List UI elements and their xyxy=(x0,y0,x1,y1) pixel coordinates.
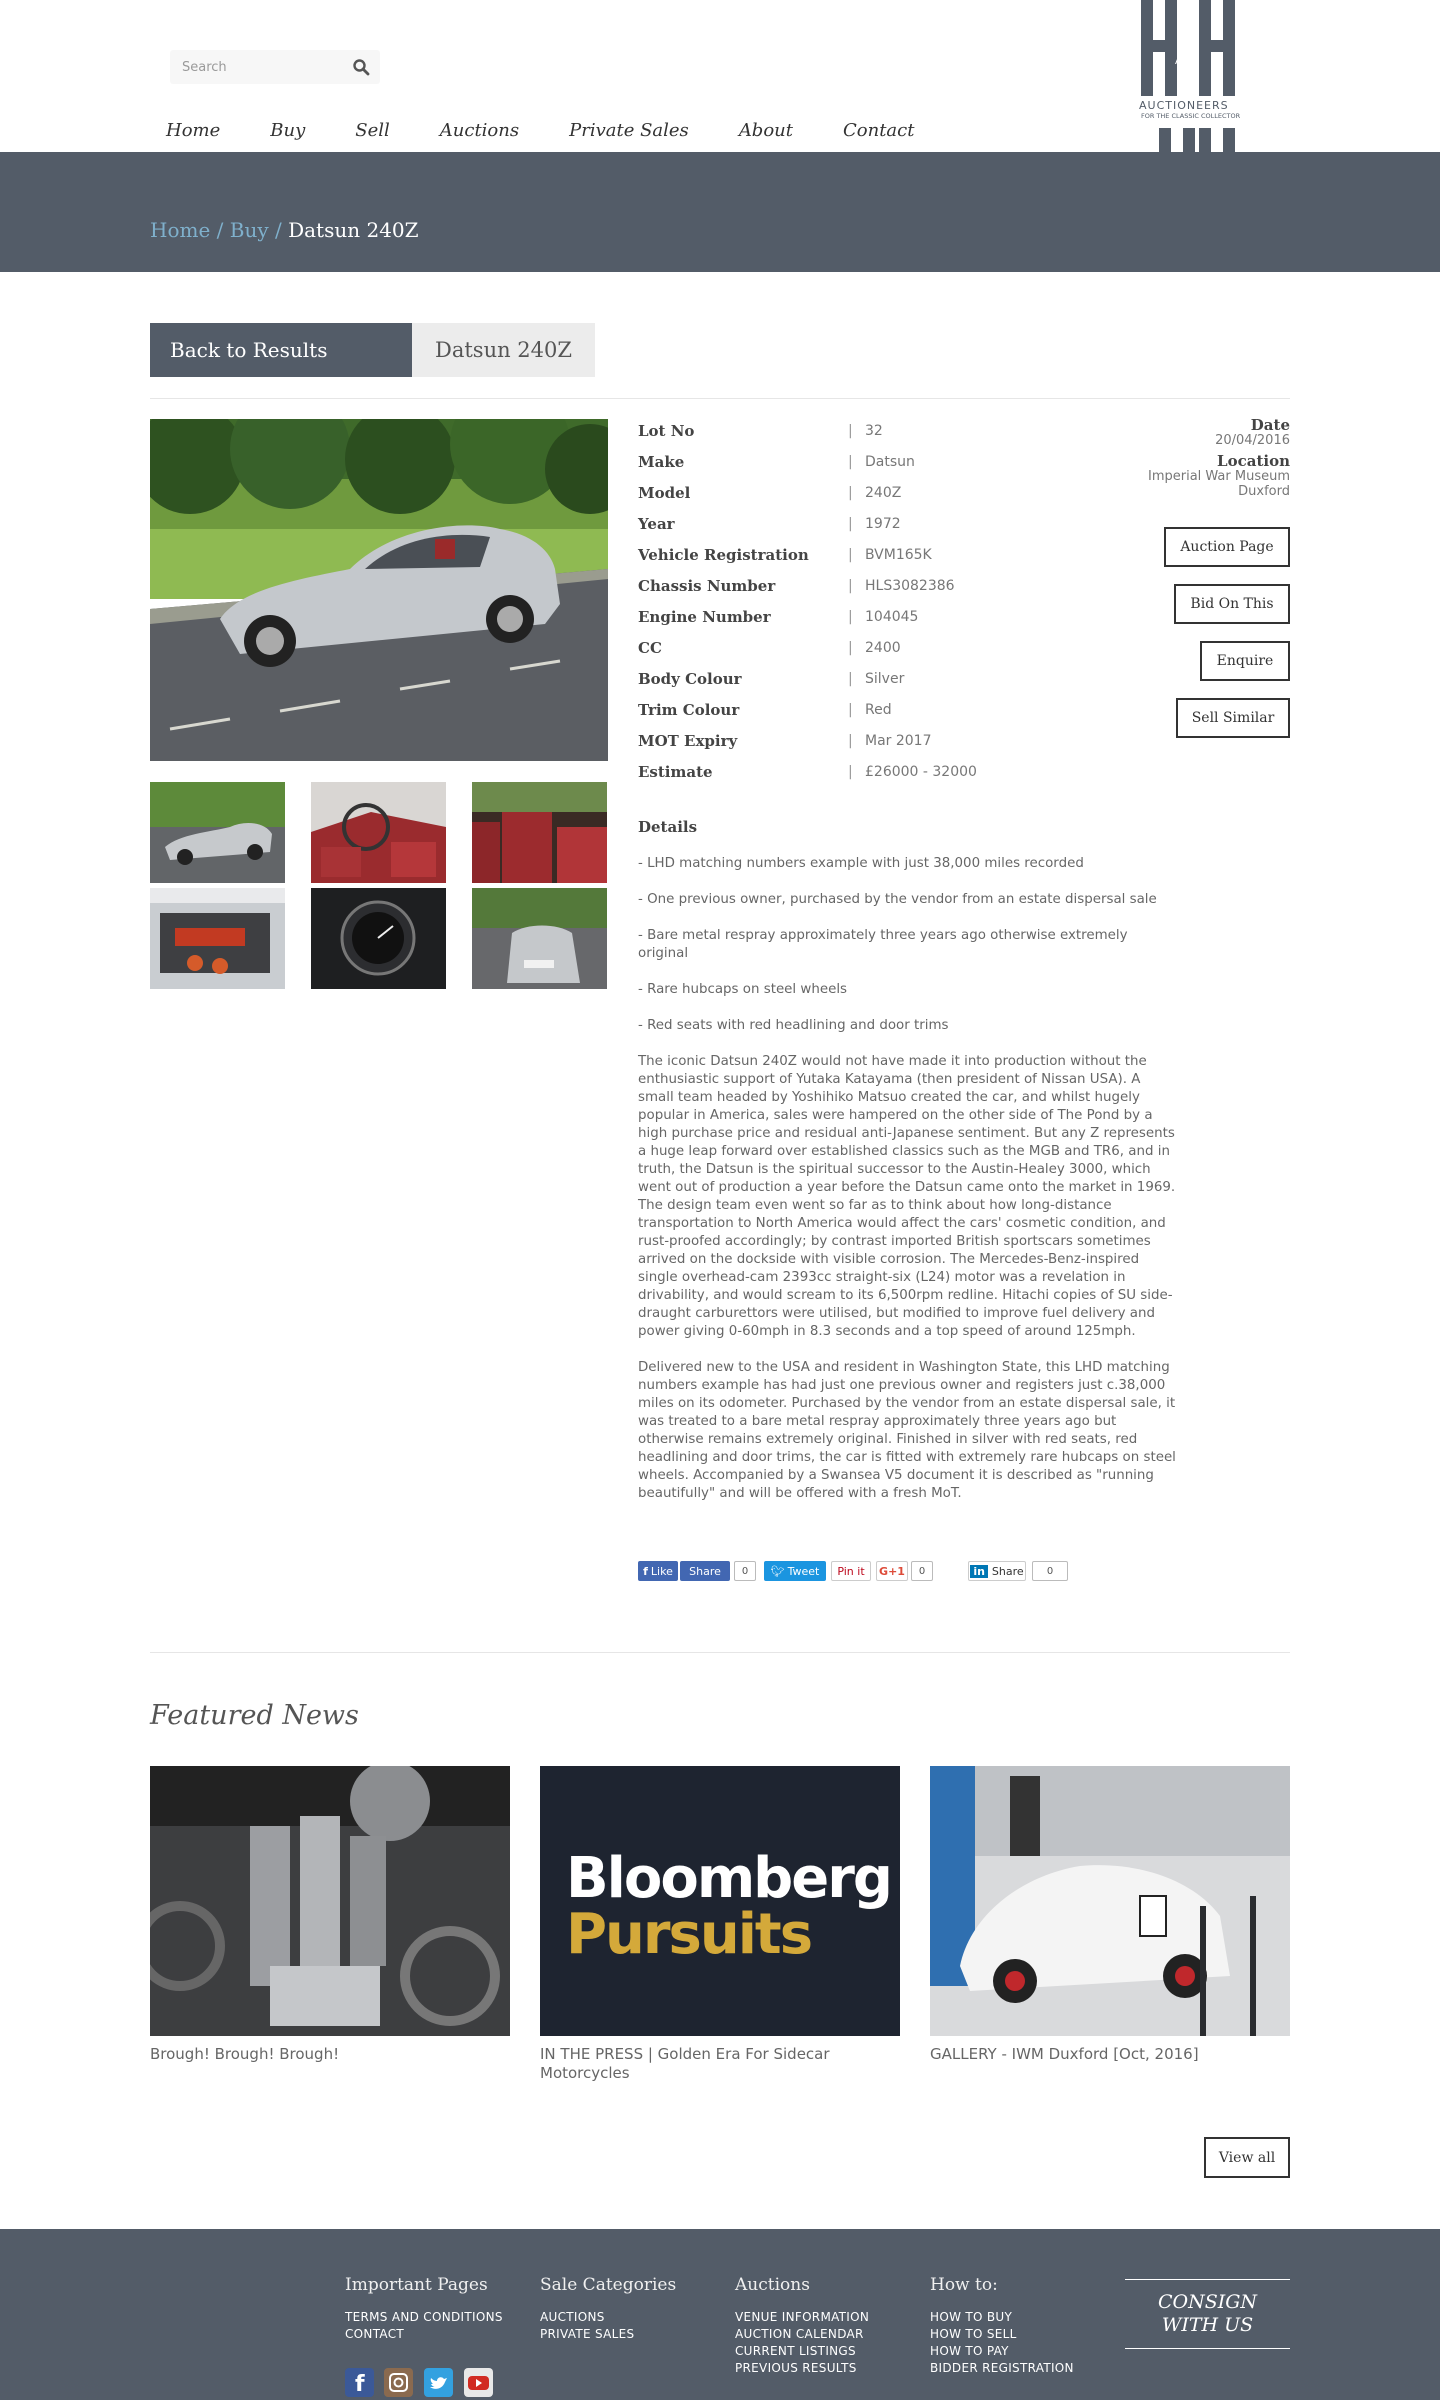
footer-link-auction-calendar[interactable]: AUCTION CALENDAR xyxy=(735,2327,864,2341)
consign-with-us-button[interactable] xyxy=(1125,2279,1290,2349)
news-image-1[interactable] xyxy=(150,1766,510,2036)
consign-line-2: WITH US xyxy=(1161,2314,1254,2336)
spec-separator: | xyxy=(848,732,853,749)
tweet-label: Tweet xyxy=(787,1564,820,1578)
news-caption-1[interactable]: Brough! Brough! Brough! xyxy=(150,2045,340,2063)
spec-separator: | xyxy=(848,453,853,470)
spec-separator: | xyxy=(848,701,853,718)
divider xyxy=(150,1652,1290,1653)
thumbnail-2[interactable] xyxy=(311,782,446,883)
spec-row-mot-expiry xyxy=(638,725,1098,756)
footer-column-auctions xyxy=(735,2275,869,2377)
footer-link-venue-information[interactable]: VENUE INFORMATION xyxy=(735,2310,870,2324)
view-all-button[interactable]: View all xyxy=(1204,2137,1290,2178)
location-label: Location xyxy=(1217,452,1290,470)
instagram-icon[interactable] xyxy=(384,2368,413,2397)
spec-label: Chassis Number xyxy=(638,576,776,595)
spec-row-estimate xyxy=(638,756,1098,787)
spec-value: 2400 xyxy=(865,639,901,656)
spec-value: 240Z xyxy=(865,484,902,501)
footer-column-title: Sale Categories xyxy=(540,2275,677,2295)
spec-value: 1972 xyxy=(865,515,901,532)
details-text xyxy=(638,855,1178,1521)
spec-row-registration xyxy=(638,539,1098,570)
footer-link-how-to-pay[interactable]: HOW TO PAY xyxy=(930,2344,1009,2358)
thumbnail-3[interactable] xyxy=(472,782,607,883)
spec-table xyxy=(638,415,1098,787)
footer-column-title: Important Pages xyxy=(345,2275,488,2295)
footer-column-title: Auctions xyxy=(735,2275,810,2295)
consign-line-1: CONSIGN xyxy=(1157,2291,1258,2313)
spec-row-lot-no xyxy=(638,415,1098,446)
details-bullet: - Bare metal respray approximately three years ago otherwise extremely original xyxy=(638,928,1128,961)
spec-separator: | xyxy=(848,422,853,439)
spec-value: Datsun xyxy=(865,453,915,470)
bid-on-this-button[interactable]: Bid On This xyxy=(1174,584,1290,624)
spec-separator: | xyxy=(848,577,853,594)
nav-auctions[interactable]: Auctions xyxy=(439,120,520,141)
main-nav xyxy=(166,120,964,141)
logo-and-text: AND xyxy=(1175,56,1198,67)
spec-label: Year xyxy=(638,514,675,533)
spec-label: Estimate xyxy=(638,762,713,781)
facebook-like-label: Like xyxy=(650,1564,673,1578)
footer-link-how-to-sell[interactable]: HOW TO SELL xyxy=(930,2327,1017,2341)
footer-column-sale-categories xyxy=(540,2275,676,2343)
site-footer xyxy=(0,2229,1440,2400)
spec-row-engine xyxy=(638,601,1098,632)
details-bullet: - One previous owner, purchased by the vendor from an estate dispersal sale xyxy=(638,892,1157,907)
linkedin-icon: in xyxy=(970,1565,988,1578)
spec-value: Silver xyxy=(865,670,905,687)
thumbnail-5[interactable] xyxy=(311,888,446,989)
spec-row-trim-colour xyxy=(638,694,1098,725)
date-value: 20/04/2016 xyxy=(1215,433,1290,448)
nav-buy[interactable]: Buy xyxy=(270,120,306,141)
facebook-like-button[interactable] xyxy=(638,1561,678,1581)
svg-text:f: f xyxy=(355,2372,365,2397)
spec-value: £26000 - 32000 xyxy=(865,763,977,780)
footer-link-previous-results[interactable]: PREVIOUS RESULTS xyxy=(735,2361,857,2375)
breadcrumb-buy[interactable]: Buy xyxy=(229,218,269,242)
twitter-bird-icon: 🐦︎ xyxy=(770,1564,785,1578)
news-caption-3[interactable]: GALLERY - IWM Duxford [Oct, 2016] xyxy=(930,2045,1199,2063)
share-bar xyxy=(638,1561,1078,1583)
page-banner xyxy=(0,152,1440,272)
details-bullet: - Red seats with red headlining and door trims xyxy=(638,1018,949,1033)
spec-label: Make xyxy=(638,452,685,471)
spec-label: Trim Colour xyxy=(638,700,740,719)
facebook-icon[interactable] xyxy=(345,2368,374,2397)
breadcrumb-home[interactable]: Home xyxy=(150,218,211,242)
spec-separator: | xyxy=(848,484,853,501)
spec-separator: | xyxy=(848,608,853,625)
footer-link-how-to-buy[interactable]: HOW TO BUY xyxy=(930,2310,1013,2324)
news-image-3[interactable] xyxy=(930,1766,1290,2036)
details-paragraph: The iconic Datsun 240Z would not have made it into production without the enthusiastic support of Yutaka Katayama (then president of Nissan USA). A small team headed by Yoshihiko Matsuo created the car, and whilst hugely popular in America, sales were hampered on the other side of The Pond by a high purchase price and residual anti-Japanese sentiment. But any Z represents a huge leap forward over established classics such as the MGB and TR6, and in truth, the Datsun is the spiritual successor to the Austin-Healey 3000, which went out of production a year before the Datsun came onto the market in 1969. The design team even went so far as to think about how long-distance transportation to North America would affect the cars' cosmetic condition, and rust-proofed accordingly; by contrast imported British sportscars sometimes arrived on the dockside with visible corrosion. The Mercedes-Benz-inspired single overhead-cam 2393cc straight-six (L24) motor was a revelation in drivability, and would scream to its 6,500rpm redline. Hitachi copies of SU side-draught carburettors were utilised, but modified to improve fuel delivery and power giving 0-60mph in 8.3 seconds and a top speed of around 125mph. xyxy=(638,1054,1176,1339)
nav-home[interactable]: Home xyxy=(166,120,221,141)
facebook-share-button[interactable]: Share xyxy=(680,1561,730,1581)
thumbnail-1[interactable] xyxy=(150,782,285,883)
lot-title: Datsun 240Z xyxy=(412,323,595,377)
facebook-icon: f xyxy=(643,1564,648,1578)
date-label: Date xyxy=(1250,416,1290,434)
spec-value: Mar 2017 xyxy=(865,732,932,749)
back-to-results-button[interactable]: Back to Results xyxy=(150,323,412,377)
details-bullet: - LHD matching numbers example with just 38,000 miles recorded xyxy=(638,856,1084,871)
breadcrumb-separator: / xyxy=(210,218,230,242)
search-icon[interactable] xyxy=(352,58,370,76)
spec-separator: | xyxy=(848,639,853,656)
spec-label: Vehicle Registration xyxy=(638,545,809,564)
spec-separator: | xyxy=(848,763,853,780)
tweet-button[interactable] xyxy=(764,1561,826,1581)
pinterest-button[interactable]: Pin it xyxy=(831,1561,871,1581)
nav-about[interactable]: About xyxy=(738,120,793,141)
search-input[interactable] xyxy=(182,60,352,75)
spec-row-cc xyxy=(638,632,1098,663)
footer-column-important-pages xyxy=(345,2275,503,2343)
twitter-icon[interactable] xyxy=(424,2368,453,2397)
nav-sell[interactable]: Sell xyxy=(355,120,390,141)
details-heading: Details xyxy=(638,818,698,836)
featured-news-heading: Featured News xyxy=(150,1700,359,1731)
spec-value: BVM165K xyxy=(865,546,932,563)
spec-value: 104045 xyxy=(865,608,919,625)
enquire-button[interactable]: Enquire xyxy=(1200,641,1290,681)
nav-private-sales[interactable]: Private Sales xyxy=(569,120,689,141)
footer-link-current-listings[interactable]: CURRENT LISTINGS xyxy=(735,2344,856,2358)
breadcrumb xyxy=(150,218,419,242)
spec-label: CC xyxy=(638,638,662,657)
bloomberg-logo-line-2: Pursuits xyxy=(566,1902,812,1967)
spec-separator: | xyxy=(848,670,853,687)
news-caption-2[interactable]: IN THE PRESS | Golden Era For Sidecar Motorcycles xyxy=(540,2045,830,2082)
logo-tagline-text: FOR THE CLASSIC COLLECTOR xyxy=(1141,112,1241,120)
footer-link-bidder-registration[interactable]: BIDDER REGISTRATION xyxy=(930,2361,1074,2375)
spec-row-model xyxy=(638,477,1098,508)
sell-similar-button[interactable]: Sell Similar xyxy=(1176,698,1290,738)
footer-column-how-to xyxy=(930,2275,1074,2377)
spec-row-year xyxy=(638,508,1098,539)
spec-label: Body Colour xyxy=(638,669,742,688)
linkedin-share-label: Share xyxy=(991,1564,1024,1578)
spec-separator: | xyxy=(848,546,853,563)
facebook-count: 0 xyxy=(734,1561,756,1581)
breadcrumb-separator: / xyxy=(268,218,289,242)
footer-link-terms[interactable]: TERMS AND CONDITIONS xyxy=(345,2310,503,2324)
main-car-photo[interactable] xyxy=(150,419,608,761)
spec-label: MOT Expiry xyxy=(638,731,738,750)
spec-value: Red xyxy=(865,701,892,718)
spec-label: Lot No xyxy=(638,421,695,440)
spec-label: Engine Number xyxy=(638,607,771,626)
breadcrumb-current: Datsun 240Z xyxy=(288,218,419,242)
details-paragraph: Delivered new to the USA and resident in Washington State, this LHD matching numbers example has had just one previous owner and registers just c.38,000 miles on its odometer. Purchased by the vendor from an estate dispersal sale, it was treated to a bare metal respray approximately three years ago but otherwise remains extremely original. Finished in silver with red seats, red headlining and door trims, the car is fitted with extremely rare hubcaps on steel wheels. Accompanied by a Swansea V5 document it is described as "running beautifully" and will be offered with a fresh MoT. xyxy=(638,1360,1176,1501)
footer-link-auctions[interactable]: AUCTIONS xyxy=(540,2310,605,2324)
spec-value: 32 xyxy=(865,422,883,439)
google-plus-button[interactable]: G+1 xyxy=(876,1561,908,1581)
spec-value: HLS3082386 xyxy=(865,577,955,594)
bloomberg-logo-line-1: Bloomberg xyxy=(566,1846,891,1911)
spec-row-body-colour xyxy=(638,663,1098,694)
location-line-2: Duxford xyxy=(1238,484,1290,499)
search-box xyxy=(170,50,380,84)
linkedin-count: 0 xyxy=(1032,1561,1068,1581)
spec-row-chassis xyxy=(638,570,1098,601)
footer-column-title: How to: xyxy=(930,2275,998,2295)
footer-link-private-sales[interactable]: PRIVATE SALES xyxy=(540,2327,635,2341)
google-plus-count: 0 xyxy=(911,1561,933,1581)
spec-label: Model xyxy=(638,483,691,502)
thumbnail-4[interactable] xyxy=(150,888,285,989)
thumbnail-6[interactable] xyxy=(472,888,607,989)
spec-separator: | xyxy=(848,515,853,532)
auction-page-button[interactable]: Auction Page xyxy=(1164,527,1290,567)
auction-info xyxy=(1030,417,1290,499)
news-image-2[interactable] xyxy=(540,1766,900,2036)
linkedin-share-button[interactable] xyxy=(968,1561,1026,1581)
location-line-1: Imperial War Museum xyxy=(1147,469,1290,484)
spec-row-make xyxy=(638,446,1098,477)
divider xyxy=(150,398,1290,399)
footer-link-contact[interactable]: CONTACT xyxy=(345,2327,405,2341)
logo-name-text: AUCTIONEERS xyxy=(1139,99,1229,112)
nav-contact[interactable]: Contact xyxy=(843,120,915,141)
details-bullet: - Rare hubcaps on steel wheels xyxy=(638,982,848,997)
youtube-icon[interactable] xyxy=(464,2368,493,2397)
site-logo[interactable] xyxy=(1137,0,1257,152)
